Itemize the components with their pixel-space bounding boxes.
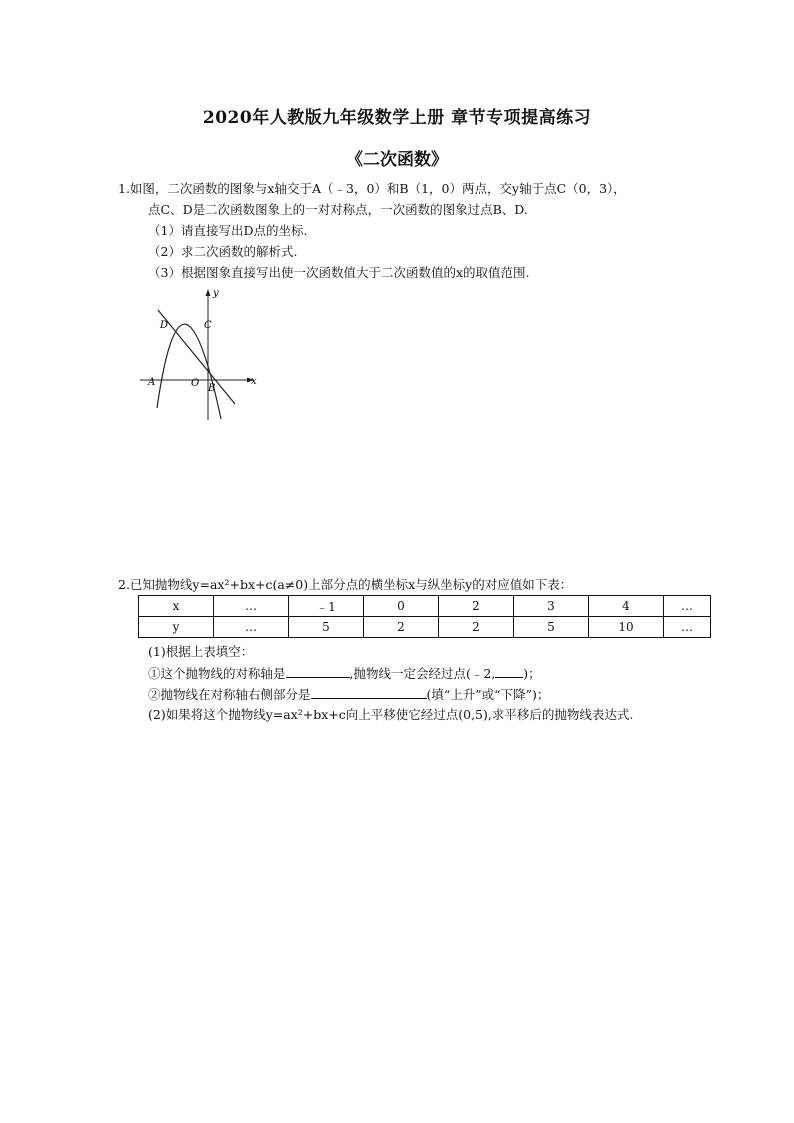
q2-part1: (1)根据上表填空： (148, 644, 254, 659)
q1-stem-line1: 1.如图，二次函数的图象与x轴交于A（﹣3，0）和B（1，0）两点，交y轴于点C（0，3）， (118, 181, 626, 196)
q1-sub3: （3）根据图象直接写出使一次函数值大于二次函数值的x的取值范围. (148, 265, 530, 280)
table-cell: ﹣1 (289, 596, 364, 617)
table-cell: 4 (589, 596, 664, 617)
table-cell: … (214, 596, 289, 617)
q2-part1b-text2: (填“上升”或“下降”)； (426, 687, 550, 702)
q1-parabola-graph (140, 283, 265, 423)
q2-part1b (148, 686, 549, 703)
label-d: D (160, 320, 169, 331)
table-row-x (139, 596, 711, 617)
table-cell: 5 (514, 617, 589, 638)
table-cell: … (664, 596, 711, 617)
q2-part1b-text1: ②抛物线在对称轴右侧部分是 (148, 687, 311, 702)
table-cell: 2 (364, 617, 439, 638)
q1-sub1: （1）请直接写出D点的坐标. (148, 223, 308, 238)
page-subtitle: 《二次函数》 (346, 150, 448, 170)
label-b: B (208, 383, 216, 394)
table-cell: … (214, 617, 289, 638)
q1-stem-line2: 点C、D是二次函数图象上的一对对称点，一次函数的图象过点B、D. (148, 202, 528, 217)
q2-stem: 2.已知抛物线y=ax²+bx+c(a≠0)上部分点的横坐标x与纵坐标y的对应值如下表： (118, 577, 573, 592)
y-axis-arrow (206, 289, 211, 296)
label-x: x (251, 376, 257, 387)
table-row-y (139, 617, 711, 638)
table-cell: 0 (364, 596, 439, 617)
label-c: C (204, 320, 212, 331)
trend-answer-blank[interactable] (311, 686, 427, 699)
label-o: O (191, 378, 200, 389)
point-answer-blank[interactable] (495, 665, 523, 678)
table-cell: 10 (589, 617, 664, 638)
label-y: y (213, 288, 219, 299)
q2-part1a-text2: ,抛物线一定会经过点(﹣2, (349, 666, 496, 681)
table-cell: x (139, 596, 214, 617)
q2-part1a-text3: )； (523, 666, 541, 681)
table-cell: … (664, 617, 711, 638)
label-a: A (148, 377, 156, 388)
q2-part1a-text1: ①这个抛物线的对称轴是 (148, 666, 286, 681)
axis-answer-blank[interactable] (286, 665, 350, 678)
table-cell: y (139, 617, 214, 638)
line-bd (158, 310, 235, 404)
q2-value-table (138, 595, 711, 638)
parabola-curve (157, 324, 221, 419)
q2-part2: (2)如果将这个抛物线y=ax²+bx+c向上平移使它经过点(0,5),求平移后的抛物线表达式. (148, 707, 634, 722)
table-cell: 5 (289, 617, 364, 638)
q1-sub2: （2）求二次函数的解析式. (148, 244, 298, 259)
table-cell: 2 (439, 596, 514, 617)
table-cell: 2 (439, 617, 514, 638)
table-cell: 3 (514, 596, 589, 617)
page-title: 2020年人教版九年级数学上册 章节专项提高练习 (202, 108, 592, 128)
q2-part1a (148, 665, 541, 682)
